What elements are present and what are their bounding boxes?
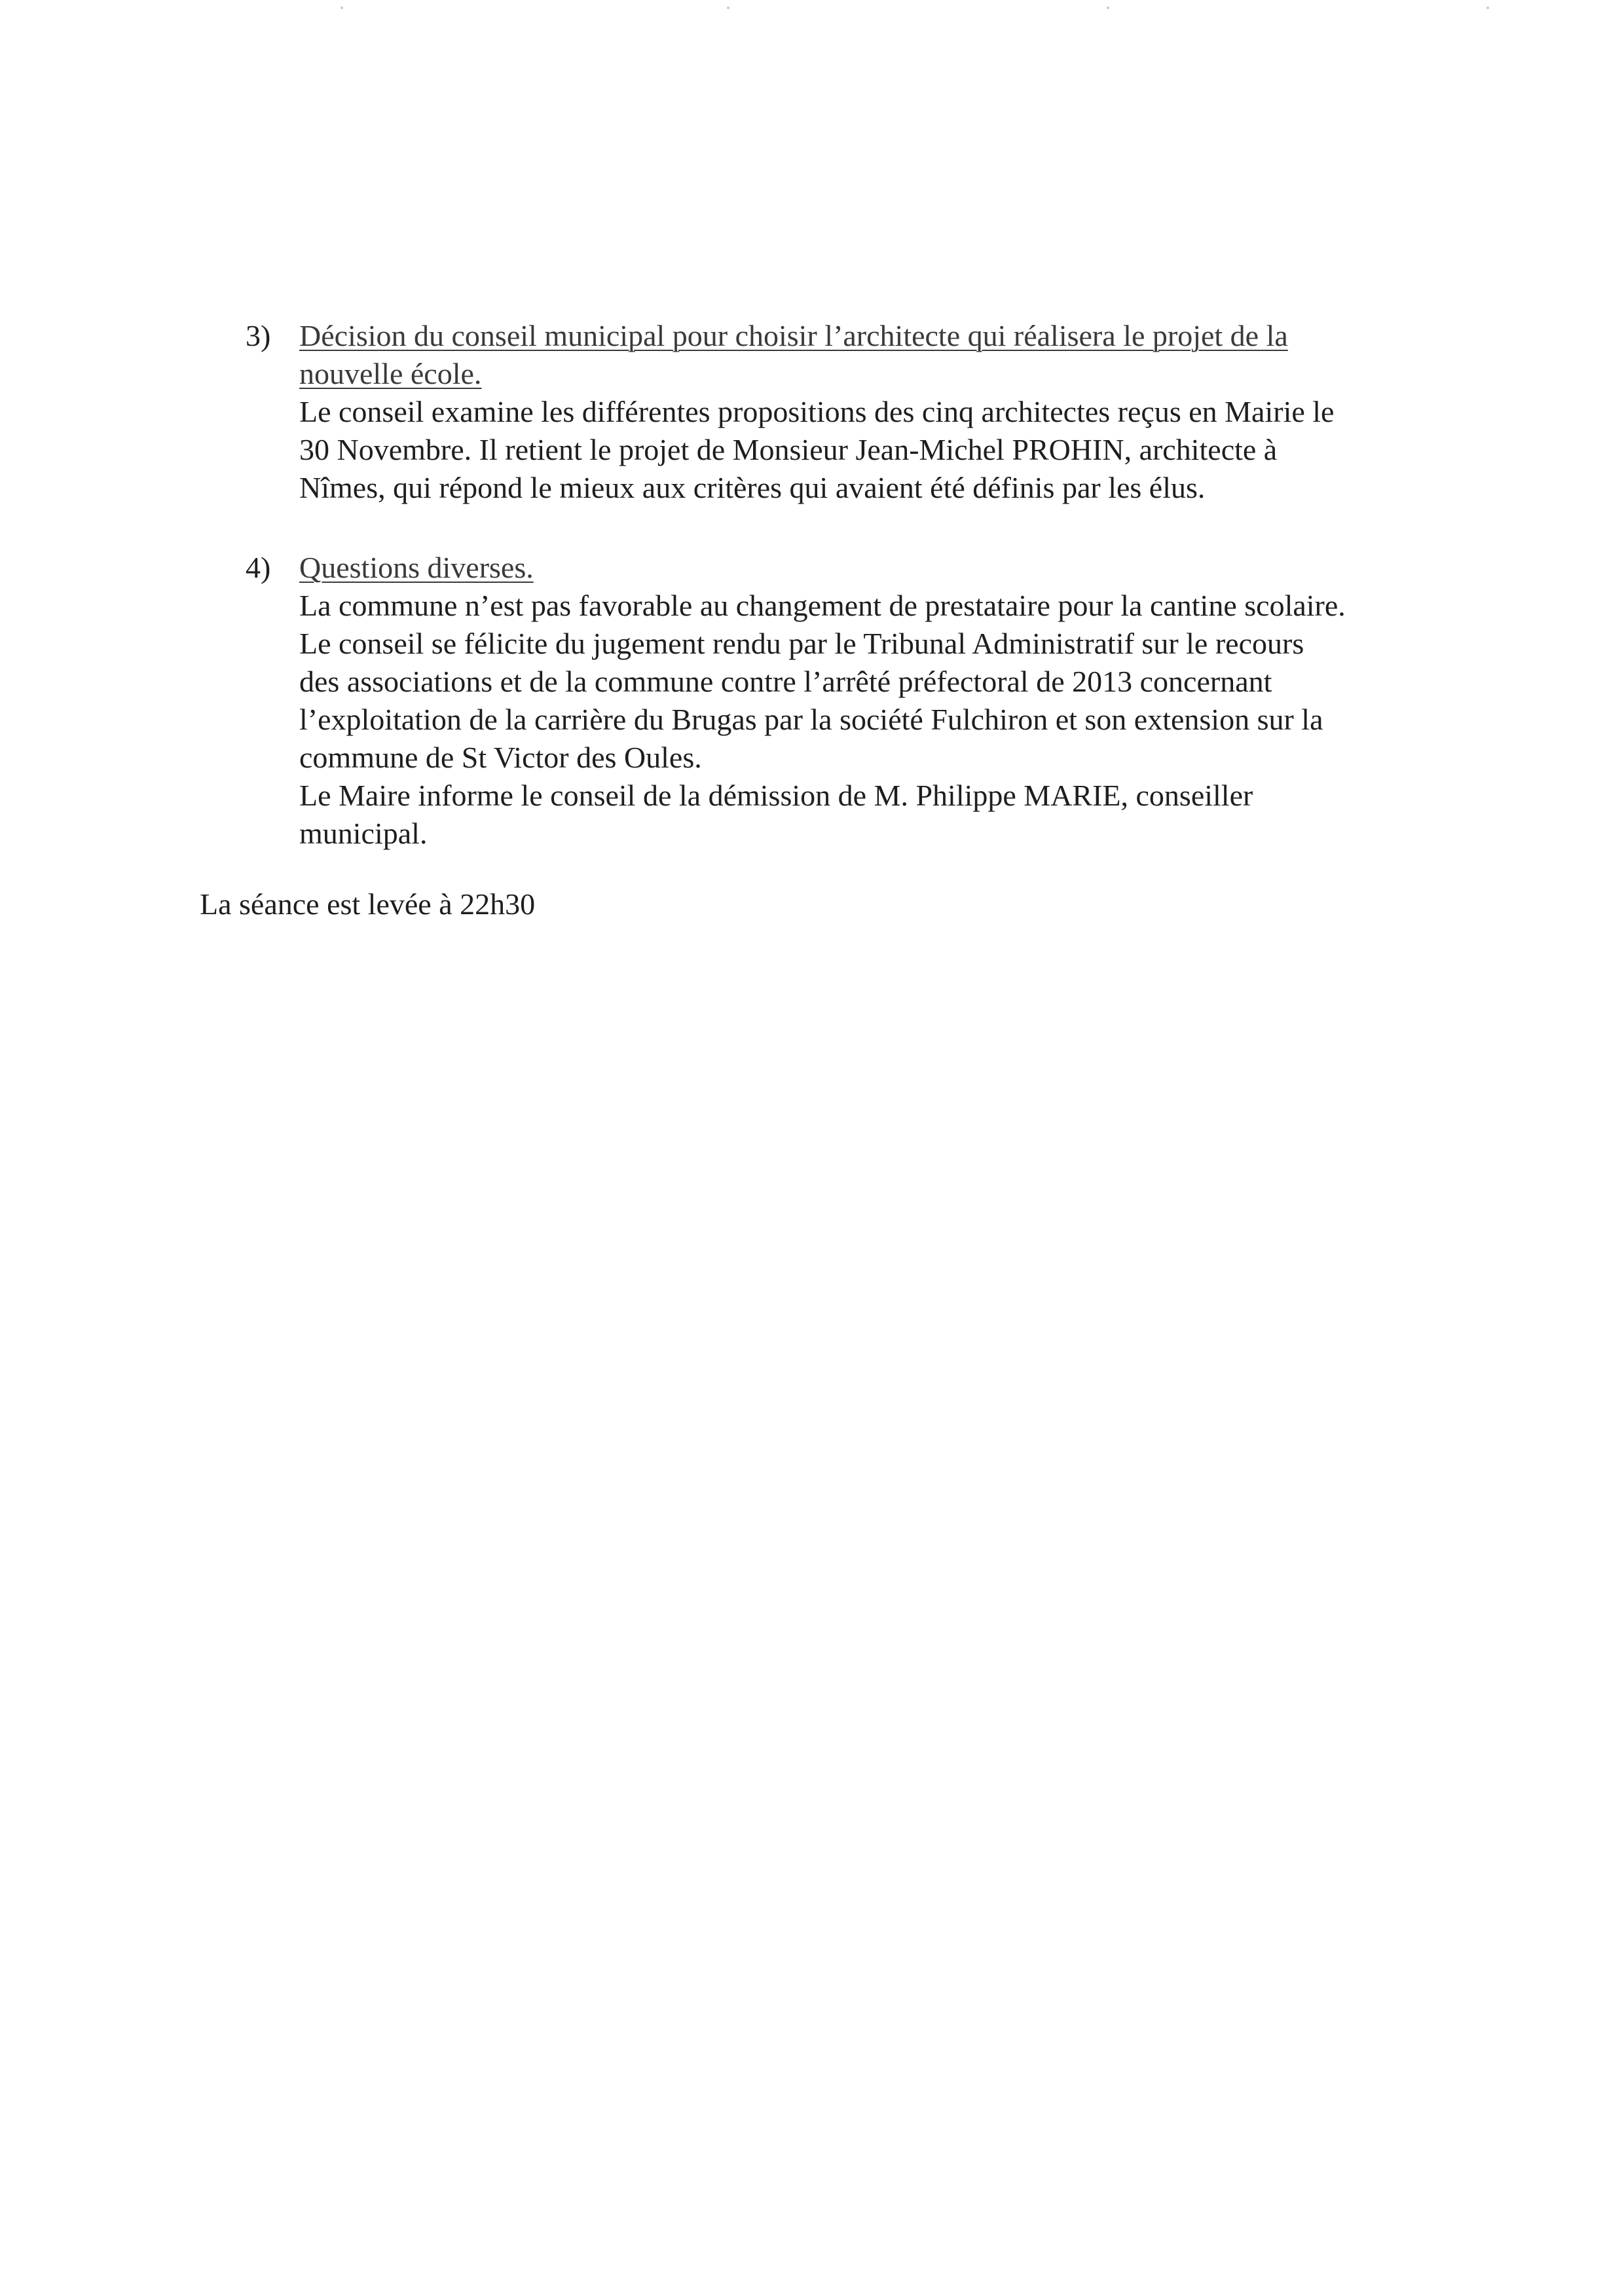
item-text-line: La commune n’est pas favorable au changement de prestataire pour la cantine scolaire. xyxy=(299,589,1346,622)
item-text-line: des associations et de la commune contre l’arrêté préfectoral de 2013 concernant xyxy=(299,665,1272,698)
item-title-line-wrap xyxy=(299,355,1478,393)
item-body xyxy=(299,317,1478,507)
item-number: 3) xyxy=(246,319,271,352)
item-text-line: Le conseil examine les différentes propositions des cinq architectes reçus en Mairie le xyxy=(299,395,1335,428)
item-text-line: 30 Novembre. Il retient le projet de Monsieur Jean-Michel PROHIN, architecte à xyxy=(299,433,1278,466)
item-title-line: Questions diverses. xyxy=(299,551,534,584)
item-title-line-wrap xyxy=(299,549,1478,587)
item-body xyxy=(299,549,1478,853)
item-text-line: commune de St Victor des Oules. xyxy=(299,741,702,774)
scan-speck xyxy=(1486,7,1489,9)
item-text-line: Nîmes, qui répond le mieux aux critères qui avaient été définis par les élus. xyxy=(299,471,1206,504)
scan-speck xyxy=(1107,7,1109,9)
scan-speck xyxy=(727,7,729,9)
scan-speck xyxy=(341,7,343,9)
item-number: 4) xyxy=(246,551,271,584)
item-text-line: Le conseil se félicite du jugement rendu par le Tribunal Administratif sur le recours xyxy=(299,627,1304,660)
item-title-line: Décision du conseil municipal pour choisir l’architecte qui réalisera le projet de la xyxy=(299,319,1288,352)
item-text-line: Le Maire informe le conseil de la démission de M. Philippe MARIE, conseiller xyxy=(299,779,1253,812)
item-text-line: municipal. xyxy=(299,817,428,850)
item-title-line: nouvelle école. xyxy=(299,357,482,390)
item-text-line: l’exploitation de la carrière du Brugas par la société Fulchiron et son extension sur la xyxy=(299,703,1323,736)
closing-statement: La séance est levée à 22h30 xyxy=(200,887,536,921)
